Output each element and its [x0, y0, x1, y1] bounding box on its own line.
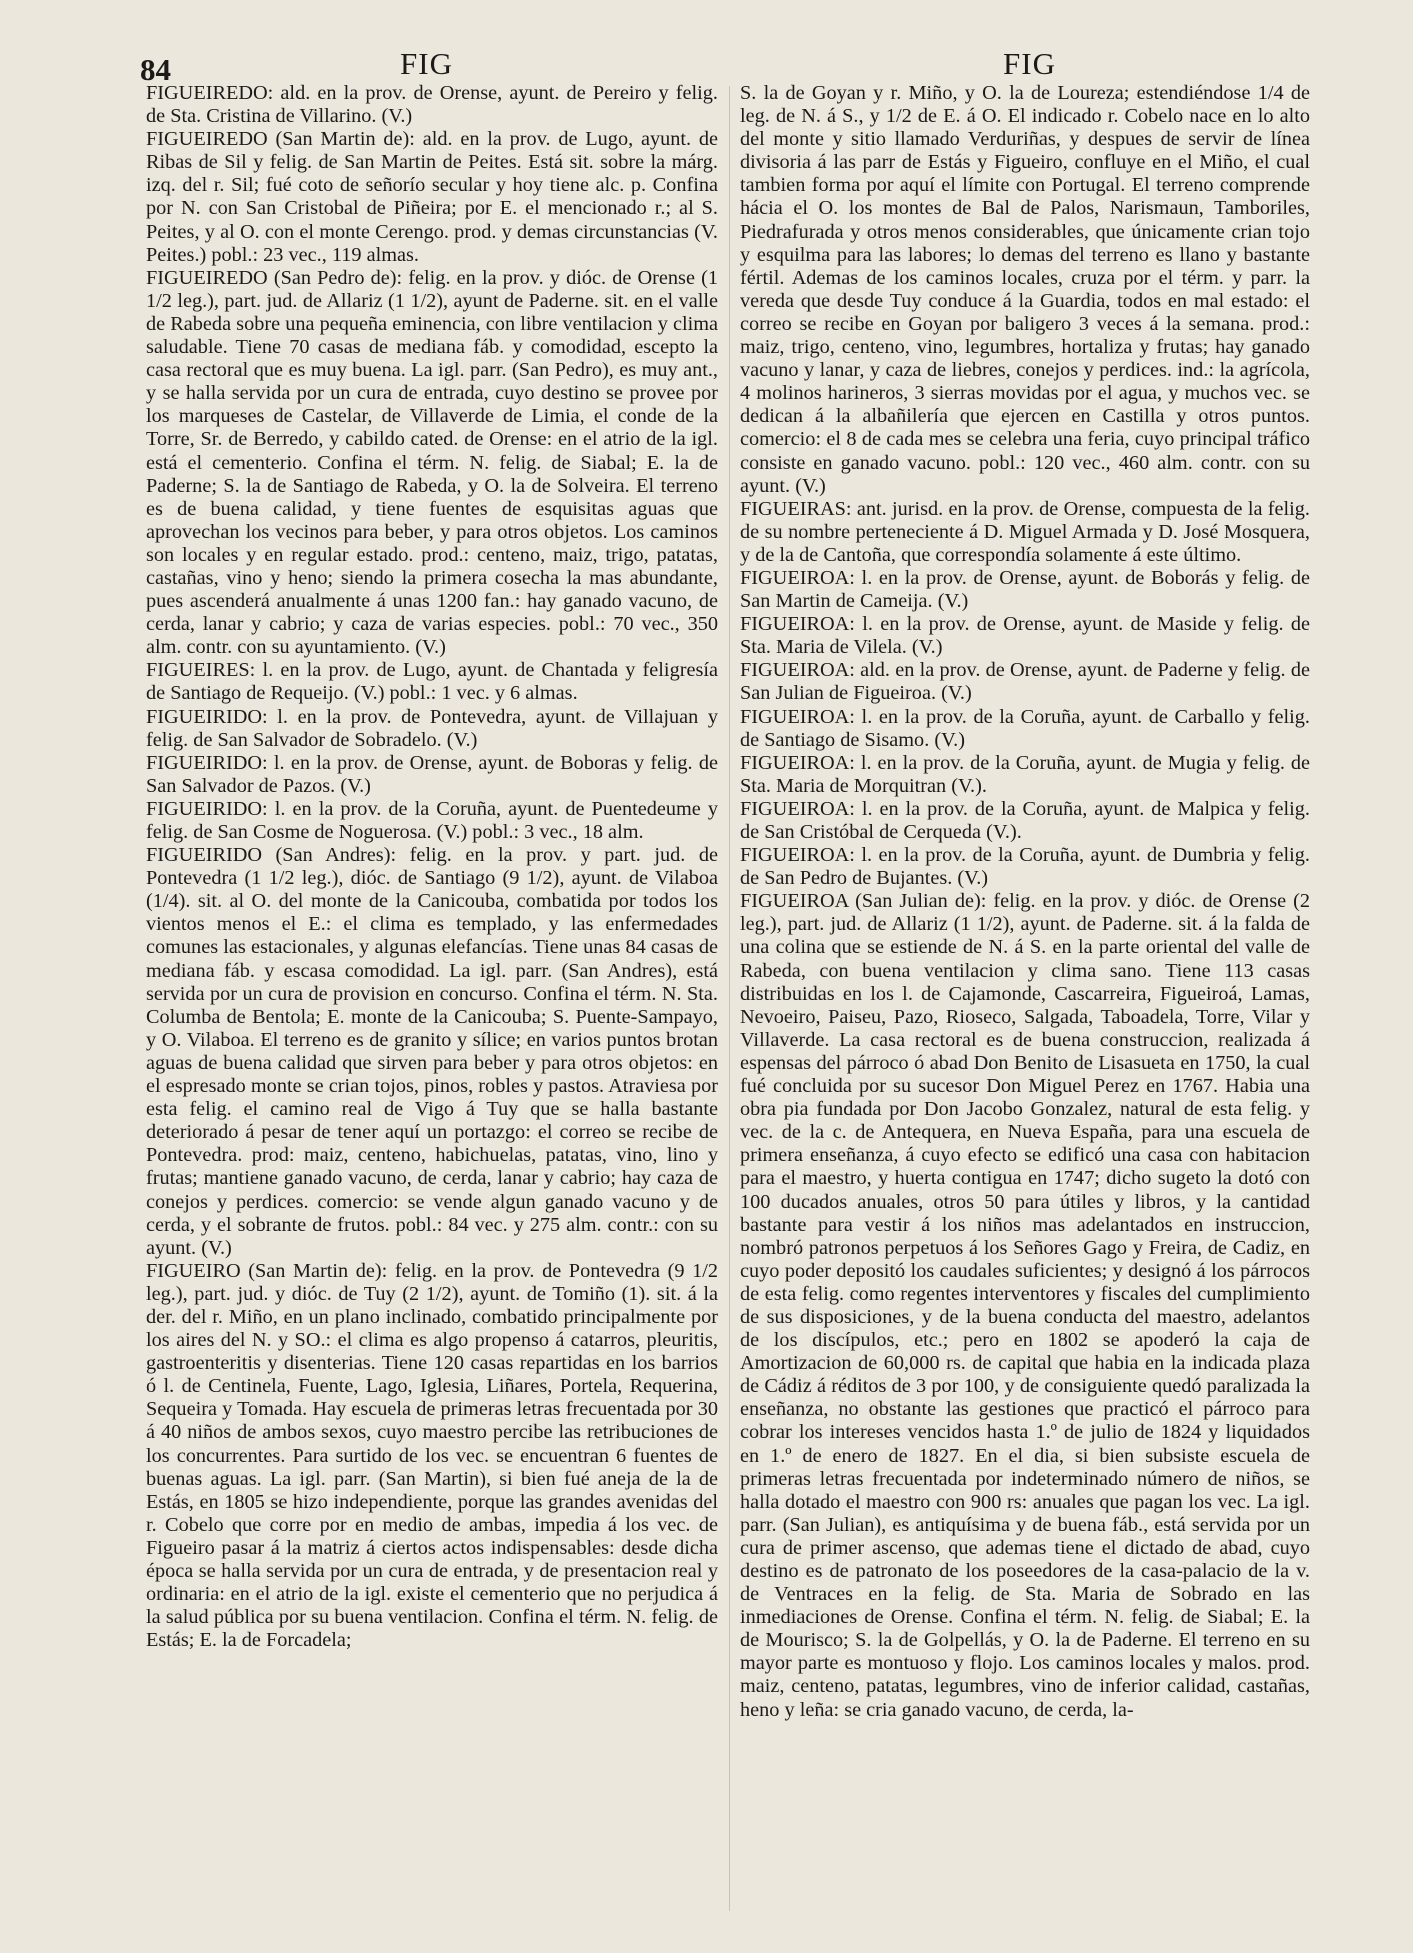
- right-column: [740, 82, 1310, 1722]
- entry-figueiras: FIGUEIRAS: ant. jurisd. en la prov. de Orense, compuesta de la felig. de su nombre perteneciente á D. Miguel Armada y D. José Mosquera, y de la de Cantoña, que correspondía solamente á este último.: [740, 497, 1310, 566]
- entry-figueiredo-san-martin: FIGUEIREDO (San Martin de): ald. en la prov. de Lugo, ayunt. de Ribas de Sil y felig. de San Martin de Peites. Está sit. sobre la márg. izq. del r. Sil; fué coto de señorío secular y hoy tiene alc. p. Confina por N. con San Cristobal de Piñeira; por E. el mencionado r.; al S. Peites, y al O. con el monte Cerengo. prod. y demas circunstancias (V. Peites.) pobl.: 23 vec., 119 almas.: [146, 128, 718, 266]
- column-divider: [729, 86, 730, 1911]
- entry-figueiroa-paderne: FIGUEIROA: ald. en la prov. de Orense, ayunt. de Paderne y felig. de San Julian de Figueiroa. (V.): [740, 659, 1310, 705]
- entry-figueiroa-maside: FIGUEIROA: l. en la prov. de Orense, ayunt. de Maside y felig. de Sta. Maria de Vilela. (V.): [740, 613, 1310, 659]
- page-number: 84: [140, 52, 171, 87]
- entry-figueiroa-carballo: FIGUEIROA: l. en la prov. de la Coruña, ayunt. de Carballo y felig. de Santiago de Sisamo. (V.): [740, 705, 1310, 751]
- entry-figueirido-coruna: FIGUEIRIDO: l. en la prov. de la Coruña, ayunt. de Puentedeume y felig. de San Cosme de Noguerosa. (V.) pobl.: 3 vec., 18 alm.: [146, 797, 718, 843]
- entry-figueiro-san-martin: FIGUEIRO (San Martin de): felig. en la prov. de Pontevedra (9 1/2 leg.), part. jud. y dióc. de Tuy (2 1/2), ayunt. de Tomiño (1). sit. á la der. del r. Miño, en un plano inclinado, combatido principalmente por los aires del N. y SO.: el clima es algo propenso á catarros, pleuritis, gastroenteritis y disenterias. Tiene 120 casas repartidas en los barrios ó l. de Centinela, Fuente, Lago, Iglesia, Liñares, Portela, Requerina, Sequeira y Tomada. Hay escuela de primeras letras frecuentada por 30 á 40 niños de ambos sexos, cuyo maestro percibe las retribuciones de los concurrentes. Para surtido de los vec. se encuentran 6 fuentes de buenas aguas. La igl. parr. (San Martin), si bien fué aneja de la de Estás, en 1805 se hizo independiente, porque las grandes avenidas del r. Cobelo que corre por en medio de ambas, impedia á los vec. de Figueiro pasar á la matriz á ciertos actos indispensables: desde dicha época se halla servida por un cura de entrada, y de presentacion real y ordinaria: en el atrio de la igl. existe el cementerio que no perjudica á la salud pública por su buena ventilacion. Confina el térm. N. felig. de Estás; E. la de Forcadela;: [146, 1259, 718, 1652]
- running-head-left: FIG: [400, 46, 453, 81]
- entry-figueiroa-dumbria: FIGUEIROA: l. en la prov. de la Coruña, ayunt. de Dumbria y felig. de San Pedro de Bujantes. (V.): [740, 844, 1310, 890]
- entry-figueiredo-pereiro: FIGUEIREDO: ald. en la prov. de Orense, ayunt. de Pereiro y felig. de Sta. Cristina de Villarino. (V.): [146, 82, 718, 128]
- entry-figueirido-pontevedra: FIGUEIRIDO: l. en la prov. de Pontevedra, ayunt. de Villajuan y felig. de San Salvador de Sobradelo. (V.): [146, 705, 718, 751]
- entry-figueiredo-san-pedro: FIGUEIREDO (San Pedro de): felig. en la prov. y dióc. de Orense (1 1/2 leg.), part. jud. de Allariz (1 1/2), ayunt de Paderne. sit. en el valle de Rabeda sobre una pequeña eminencia, con libre ventilacion y clima saludable. Tiene 70 casas de mediana fáb. y comodidad, escepto la casa rectoral que es muy buena. La igl. parr. (San Pedro), es muy ant., y se halla servida por un cura de entrada, cuyo destino se provee por los marqueses de Castelar, de Villaverde de Limia, el conde de la Torre, Sr. de Berredo, y cabildo cated. de Orense: en el atrio de la igl. está el cementerio. Confina el térm. N. felig. de Siabal; E. la de Paderne; S. la de Santiago de Rabeda, y O. la de Solveira. El terreno es de buena calidad, y tiene fuentes de esquisitas aguas que aprovechan los vecinos para beber, y para otros objetos. Los caminos son locales y en regular estado. prod.: centeno, maiz, trigo, patatas, castañas, vino y heno; siendo la primera cosecha la mas abundante, pues ascenderá anualmente á unas 1200 fan.: hay ganado vacuno, de cerda, lanar y cabrio; y caza de varias especies. pobl.: 70 vec., 350 alm. contr. con su ayuntamiento. (V.): [146, 266, 718, 659]
- entry-figueirido-orense: FIGUEIRIDO: l. en la prov. de Orense, ayunt. de Boboras y felig. de San Salvador de Pazos. (V.): [146, 751, 718, 797]
- entry-figueires: FIGUEIRES: l. en la prov. de Lugo, ayunt. de Chantada y feligresía de Santiago de Requeijo. (V.) pobl.: 1 vec. y 6 almas.: [146, 659, 718, 705]
- running-head-right: FIG: [1003, 46, 1056, 81]
- entry-figueiroa-mugia: FIGUEIROA: l. en la prov. de la Coruña, ayunt. de Mugia y felig. de Sta. Maria de Morquitran (V.).: [740, 751, 1310, 797]
- entry-figueiroa-malpica: FIGUEIROA: l. en la prov. de la Coruña, ayunt. de Malpica y felig. de San Cristóbal de Cerqueda (V.).: [740, 797, 1310, 843]
- left-column: [146, 82, 718, 1652]
- entry-figueirido-san-andres: FIGUEIRIDO (San Andres): felig. en la prov. y part. jud. de Pontevedra (1 1/2 leg.), dióc. de Santiago (9 1/2), ayunt. de Vilaboa (1/4). sit. al O. del monte de la Canicouba, combatida por todos los vientos menos el E.: el clima es templado, y las enfermedades comunes las estacionales, y algunas elefancías. Tiene unas 84 casas de mediana fáb. y escasa comodidad. La igl. parr. (San Andres), está servida por un cura de provision en concurso. Confina el térm. N. Sta. Columba de Bentola; E. monte de la Canicouba; S. Puente-Sampayo, y O. Vilaboa. El terreno es de granito y sílice; en varios puntos brotan aguas de buena calidad que sirven para beber y para otros objetos: en el espresado monte se crian tojos, pinos, robles y pastos. Atraviesa por esta felig. el camino real de Vigo á Tuy que se halla bastante deteriorado á pesar de tener aquí un portazgo: el correo se recibe de Pontevedra. prod: maiz, centeno, habichuelas, patatas, vino, lino y frutas; mantiene ganado vacuno, de cerda, lanar y cabrio; hay caza de conejos y perdices. comercio: se vende algun ganado vacuno y de cerda, y el sobrante de frutos. pobl.: 84 vec. y 275 alm. contr.: con su ayunt. (V.): [146, 844, 718, 1259]
- entry-figueiroa-boboras: FIGUEIROA: l. en la prov. de Orense, ayunt. de Boborás y felig. de San Martin de Cameija. (V.): [740, 566, 1310, 613]
- entry-figueiro-continued: S. la de Goyan y r. Miño, y O. la de Loureza; estendiéndose 1/4 de leg. de N. á S., y 1/2 de E. á O. El indicado r. Cobelo nace en lo alto del monte y sitio llamado Verduriñas, y despues de servir de línea divisoria á las parr de Estás y Figueiro, confluye en el Miño, el cual tambien forma por aquí el límite con Portugal. El terreno comprende hácia el O. los montes de Bal de Palos, Narismaun, Tamboriles, Piedrafurada y otros menos considerables, que únicamente crian tojo y esquilma para las labores; lo demas del terreno es llano y bastante fértil. Ademas de los caminos locales, cruza por el térm. y parr. la vereda que desde Tuy conduce á la Guardia, todos en mal estado: el correo se recibe en Goyan por baligero 3 veces á la semana. prod.: maiz, trigo, centeno, vino, legumbres, hortaliza y frutas; hay ganado vacuno y lanar, y caza de liebres, conejos y perdices. ind.: la agrícola, 4 molinos harineros, 3 sierras movidas por el agua, y muchos vec. se dedican á la albañilería que ejercen en Castilla y otros puntos. comercio: el 8 de cada mes se celebra una feria, cuyo principal tráfico consiste en ganado vacuno. pobl.: 120 vec., 460 alm. contr. con su ayunt. (V.): [740, 82, 1310, 497]
- entry-figueiroa-san-julian: FIGUEIROA (San Julian de): felig. en la prov. y dióc. de Orense (2 leg.), part. jud. de Allariz (1 1/2), ayunt. de Paderne. sit. á la falda de una colina que se estiende de N. á S. en la parte oriental del valle de Rabeda, con buena ventilacion y clima sano. Tiene 113 casas distribuidas en los l. de Cajamonde, Cascarreira, Figueiroá, Lamas, Nevoeiro, Paiseu, Pazo, Rioseco, Salgada, Taboadela, Torre, Vilar y Villaverde. La casa rectoral es de buena construccion, realizada á espensas del párroco ó abad Don Benito de Lisasueta en 1750, la cual fué concluida por su sucesor Don Miguel Perez en 1767. Habia una obra pia fundada por Don Jacobo Gonzalez, natural de esta felig. y vec. de la c. de Antequera, en Nueva España, para una escuela de primera enseñanza, á cuyo efecto se edificó una casa con habitacion para el maestro, y huerta contigua en 1747; dicho sugeto la dotó con 100 ducados anuales, otros 50 para útiles y libros, y la cantidad bastante para vestir á los niños mas adelantados en instruccion, nombró patronos perpetuos á los Señores Gago y Freira, de Cadiz, en cuyo poder depositó los caudales suficientes; y designó á los párrocos de esta felig. como regentes interventores y fiscales del cumplimiento de sus disposiciones, y de la buena conducta del maestro, adelantos de los discípulos, etc.; pero en 1802 se apoderó la caja de Amortizacion de 60,000 rs. de capital que habia en la indicada plaza de Cádiz á réditos de 3 por 100, y de consiguiente quedó paralizada la enseñanza, no obstante las gestiones que practicó el párroco para cobrar los intereses vencidos hasta 1.º de julio de 1824 y liquidados en 1.º de enero de 1827. En el dia, si bien subsiste escuela de primeras letras frecuentada por indeterminado número de niños, se halla dotado el maestro con 900 rs: anuales que pagan los vec. La igl. parr. (San Julian), es antiquísima y de buena fáb., está servida por un cura de primer ascenso, que ademas tiene el dictado de abad, cuyo destino es de patronato de los poseedores de la casa-palacio de la v. de Ventraces en la felig. de Sta. Maria de Sobrado en las inmediaciones de Orense. Confina el térm. N. felig. de Siabal; E. la de Mourisco; S. la de Golpellás, y O. la de Paderne. El terreno en su mayor parte es montuoso y flojo. Los caminos locales y malos. prod. maiz, centeno, patatas, legumbres, vino de inferior calidad, castañas, heno y leña: se cria ganado vacuno, de cerda, la-: [740, 890, 1310, 1721]
